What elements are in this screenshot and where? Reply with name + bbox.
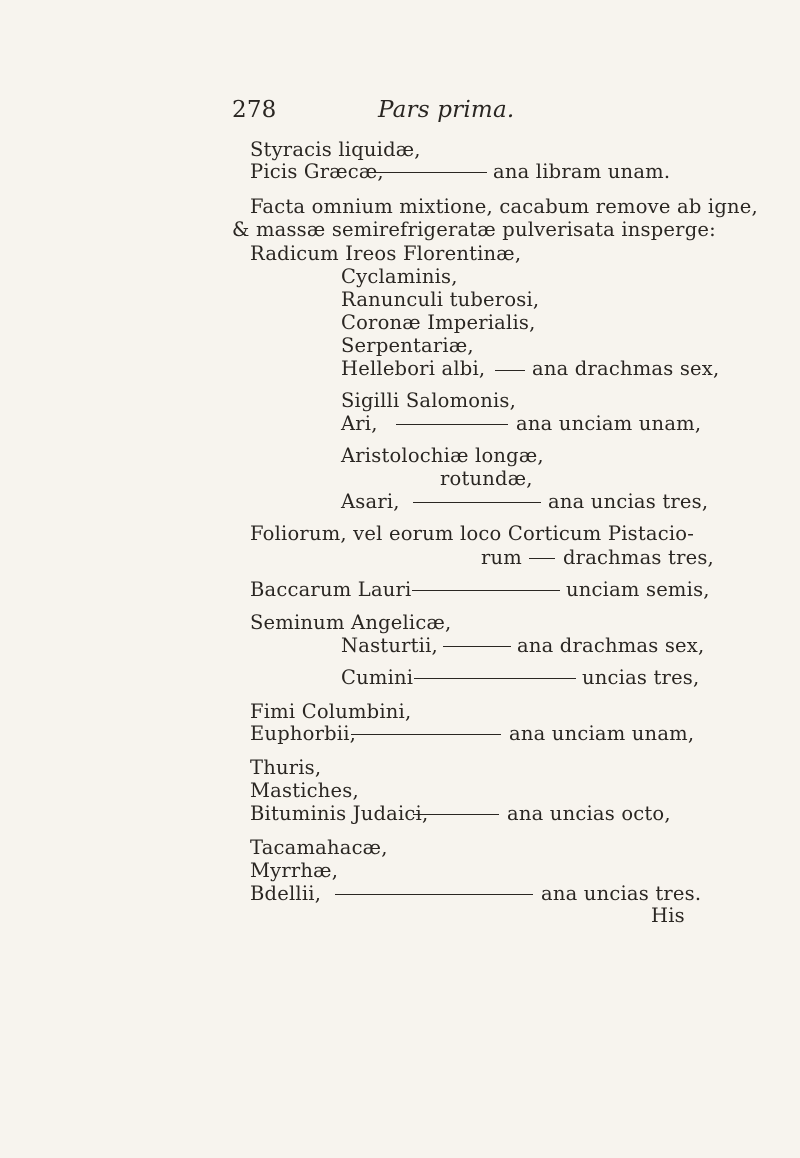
text-line: Tacamahacæ, — [250, 836, 388, 859]
leader-dash — [396, 424, 508, 425]
leader-dash — [414, 678, 576, 679]
dosage-text: ana drachmas sex, — [517, 634, 705, 657]
text-line: Cumini — [341, 666, 414, 689]
text-line: Ari, — [341, 412, 378, 435]
catchword: His — [651, 904, 685, 927]
leader-dash — [495, 370, 525, 371]
leader-dash — [412, 590, 560, 591]
leader-dash — [351, 734, 501, 735]
dosage-text: unciam semis, — [566, 578, 710, 601]
text-line: Radicum Ireos Florentinæ, — [250, 242, 522, 265]
text-line: Bdellii, — [250, 882, 322, 905]
text-line: Baccarum Lauri — [250, 578, 412, 601]
dosage-text: uncias tres, — [582, 666, 700, 689]
text-line: Cyclaminis, — [341, 265, 458, 288]
text-line: Euphorbii, — [250, 722, 357, 745]
text-line: Fimi Columbini, — [250, 700, 412, 723]
text-line: rum — [481, 546, 522, 569]
text-line: Serpentariæ, — [341, 334, 474, 357]
running-title: Pars prima. — [378, 97, 515, 123]
text-line: Picis Græcæ, — [250, 160, 384, 183]
dosage-text: ana unciam unam, — [509, 722, 695, 745]
text-line: Sigilli Salomonis, — [341, 389, 517, 412]
text-line: Foliorum, vel eorum loco Corticum Pistacio- — [250, 522, 694, 545]
text-line: Thuris, — [250, 756, 322, 779]
text-line: Mastiches, — [250, 779, 359, 802]
dosage-text: ana drachmas sex, — [532, 357, 720, 380]
dosage-text: drachmas tres, — [563, 546, 714, 569]
text-line: Coronæ Imperialis, — [341, 311, 536, 334]
leader-dash — [529, 558, 555, 559]
leader-dash — [413, 502, 541, 503]
text-line: Hellebori albi, — [341, 357, 486, 380]
text-line: Facta omnium mixtione, cacabum remove ab igne, — [250, 195, 758, 218]
leader-dash — [413, 814, 499, 815]
dosage-text: ana uncias tres. — [541, 882, 702, 905]
text-line: Aristolochiæ longæ, — [341, 444, 544, 467]
text-line: Bituminis Judaici, — [250, 802, 429, 825]
text-line: Nasturtii, — [341, 634, 438, 657]
page-number: 278 — [232, 97, 277, 123]
dosage-text: ana uncias octo, — [507, 802, 671, 825]
text-line: Ranunculi tuberosi, — [341, 288, 540, 311]
dosage-text: ana libram unam. — [493, 160, 671, 183]
text-line: & massæ semirefrigeratæ pulverisata insperge: — [232, 218, 716, 241]
text-line: Asari, — [341, 490, 400, 513]
text-line: rotundæ, — [440, 467, 533, 490]
leader-dash — [443, 646, 511, 647]
text-line: Myrrhæ, — [250, 859, 339, 882]
text-line: Styracis liquidæ, — [250, 138, 421, 161]
dosage-text: ana unciam unam, — [516, 412, 702, 435]
dosage-text: ana uncias tres, — [548, 490, 709, 513]
leader-dash — [335, 894, 533, 895]
leader-dash — [373, 172, 487, 173]
text-line: Seminum Angelicæ, — [250, 611, 452, 634]
